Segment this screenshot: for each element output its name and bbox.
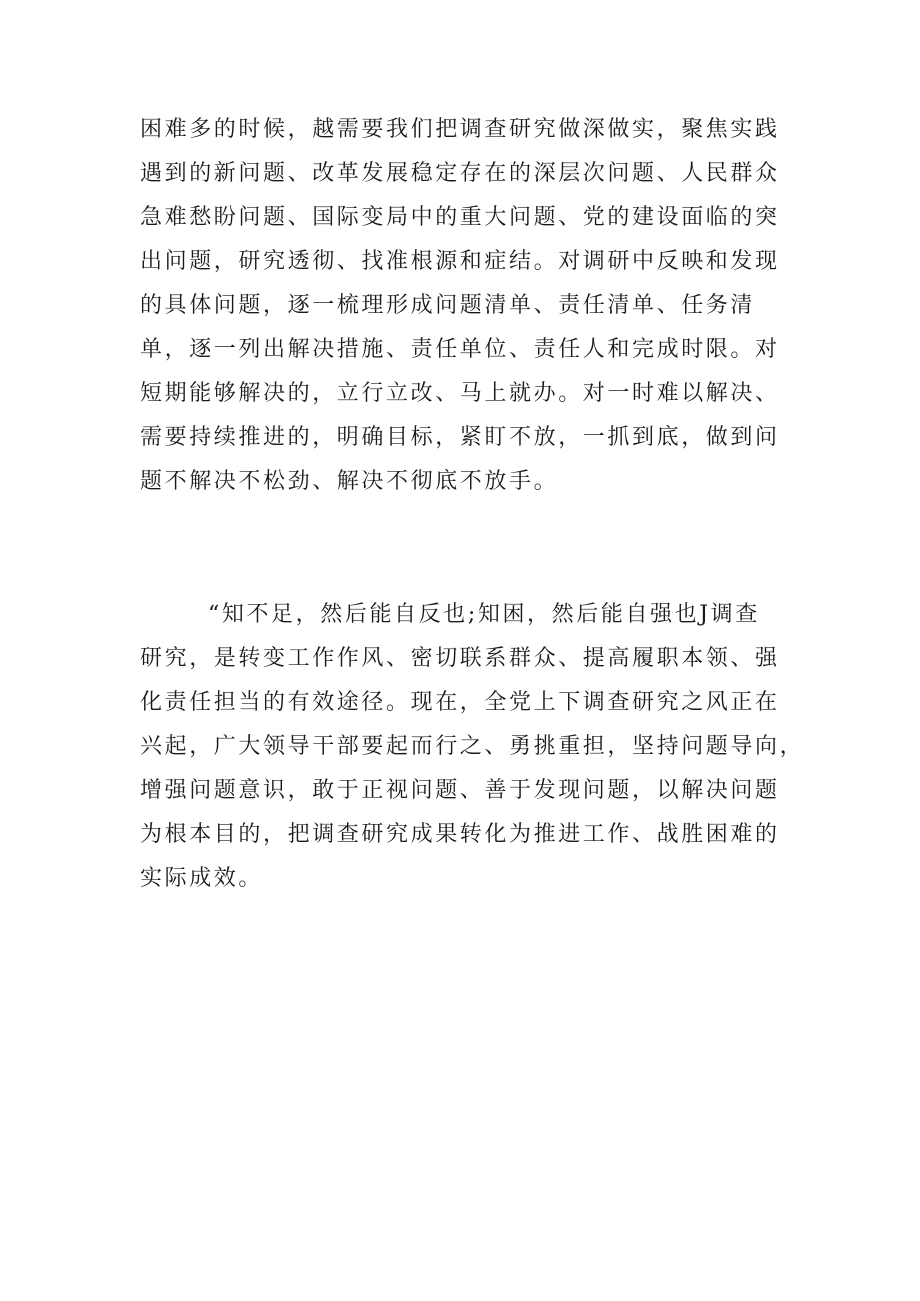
- paragraph-1-line-2: 遇到的新问题、改革发展稳定存在的深层次问题、人民群众: [140, 161, 780, 186]
- paragraph-1-line-3: 急难愁盼问题、国际变局中的重大问题、党的建设面临的突: [140, 205, 780, 230]
- paragraph-2-line-5: 增强问题意识，敢于正视问题、善于发现问题，以解决问题: [140, 778, 780, 803]
- paragraph-1-line-1: 困难多的时候，越需要我们把调查研究做深做实，聚焦实践: [140, 117, 780, 142]
- paragraph-2-line-7: 实际成效。: [140, 866, 264, 891]
- paragraph-1-line-6: 单，逐一列出解决措施、责任单位、责任人和完成时限。对: [140, 337, 780, 362]
- paragraph-2-line-3: 化责任担当的有效途径。现在，全党上下调查研究之风正在: [140, 690, 780, 715]
- paragraph-1-line-9: 题不解决不松劲、解决不彻底不放手。: [140, 469, 559, 494]
- paragraph-2-line-2: 研究，是转变工作作风、密切联系群众、提高履职本领、强: [140, 646, 780, 671]
- paragraph-2-line-1: “知不足，然后能自反也;知困，然后能自强也J调查: [208, 602, 760, 627]
- paragraph-2-line-4: 兴起，广大领导干部要起而行之、勇挑重担，坚持问题导向，: [140, 734, 805, 759]
- paragraph-1-line-5: 的具体问题，逐一梳理形成问题清单、责任清单、任务清: [140, 293, 756, 318]
- paragraph-1-line-7: 短期能够解决的，立行立改、马上就办。对一时难以解决、: [140, 381, 780, 406]
- paragraph-1-line-8: 需要持续推进的，明确目标，紧盯不放，一抓到底，做到问: [140, 425, 780, 450]
- paragraph-2-line-6: 为根本目的，把调查研究成果转化为推进工作、战胜困难的: [140, 822, 780, 847]
- paragraph-1-line-4: 出问题，研究透彻、找准根源和症结。对调研中反映和发现: [140, 249, 780, 274]
